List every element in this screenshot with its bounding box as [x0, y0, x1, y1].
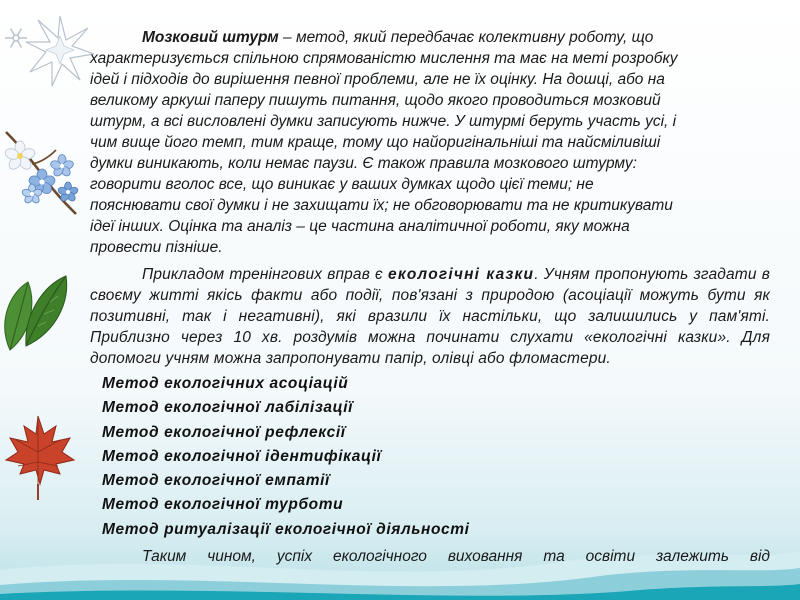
brainstorm-line: говорити вголос все, що виникає у ваших думках щодо цієї теми; не: [90, 176, 594, 193]
methods-list: [102, 372, 770, 542]
brainstorm-line: пояснювати свої думки і не захищати їх; не обговорювати та не критикувати: [90, 197, 673, 214]
example-body: . Учням пропонують згадати в своєму житті якісь факти або події, пов'язані з природою (асоціації можуть бути як позитивні, так і негативні), які вразили їх настільки, що залишились у пам'яті. Приблизно через 10 хв. роздумів можна починати слухати «екологічні казки». Для допомоги учням можна запропонувати папір, олівці або фломастери.: [90, 266, 770, 367]
conclusion-paragraph: Таким чином, успіх екологічного виховання та освіти залежить від: [142, 548, 770, 566]
method-item: Метод екологічних асоціацій: [102, 375, 349, 392]
brainstorm-line: думки виникають, коли немає паузи. Є також правила мозкового штурму:: [90, 155, 637, 172]
brainstorm-paragraph: [90, 27, 770, 258]
brainstorm-line: ідей і підходів до вирішення певної проблеми, але не їх оцінку. На дошці, або на: [90, 71, 665, 88]
flower-branch-icon: [2, 128, 82, 218]
example-intro: Прикладом тренінгових вправ є: [142, 266, 389, 283]
text-block: [90, 27, 770, 567]
brainstorm-line: характеризується спільною спрямованістю мислення та має на меті розробку: [90, 50, 678, 67]
maple-leaf-icon: [0, 412, 76, 502]
method-item: Метод екологічної рефлексії: [102, 423, 346, 441]
example-paragraph: [90, 264, 770, 369]
brainstorm-line: – метод, який передбачає колективну роботу, що: [278, 29, 654, 46]
brainstorm-line: чим вище його темп, тим краще, тому що найоригінальніші та найсміливіші: [90, 134, 661, 151]
method-item: Метод екологічної емпатії: [102, 472, 330, 490]
eco-fairytales-term: екологічні казки: [388, 266, 535, 283]
brainstorm-term: Мозковий штурм: [142, 29, 279, 46]
brainstorm-line: великому аркуші паперу пишуть питання, щодо якого проводиться мозковий: [90, 92, 661, 109]
green-leaves-icon: [2, 272, 70, 352]
brainstorm-line: штурм, а всі висловлені думки записують нижче. У штурмі беруть участь усі, і: [90, 113, 677, 130]
method-item: Метод екологічної лабілізації: [102, 399, 354, 417]
method-item: Метод екологічної ідентифікації: [102, 447, 382, 465]
brainstorm-line: провести пізніше.: [90, 239, 223, 256]
method-item: Метод екологічної турботи: [102, 496, 344, 514]
brainstorm-line: ідеї інших. Оцінка та аналіз – це частина аналітичної роботи, яку можна: [90, 218, 630, 235]
method-item: Метод ритуалізації екологічної діяльності: [102, 520, 470, 538]
snowflake-icon: [2, 10, 94, 90]
